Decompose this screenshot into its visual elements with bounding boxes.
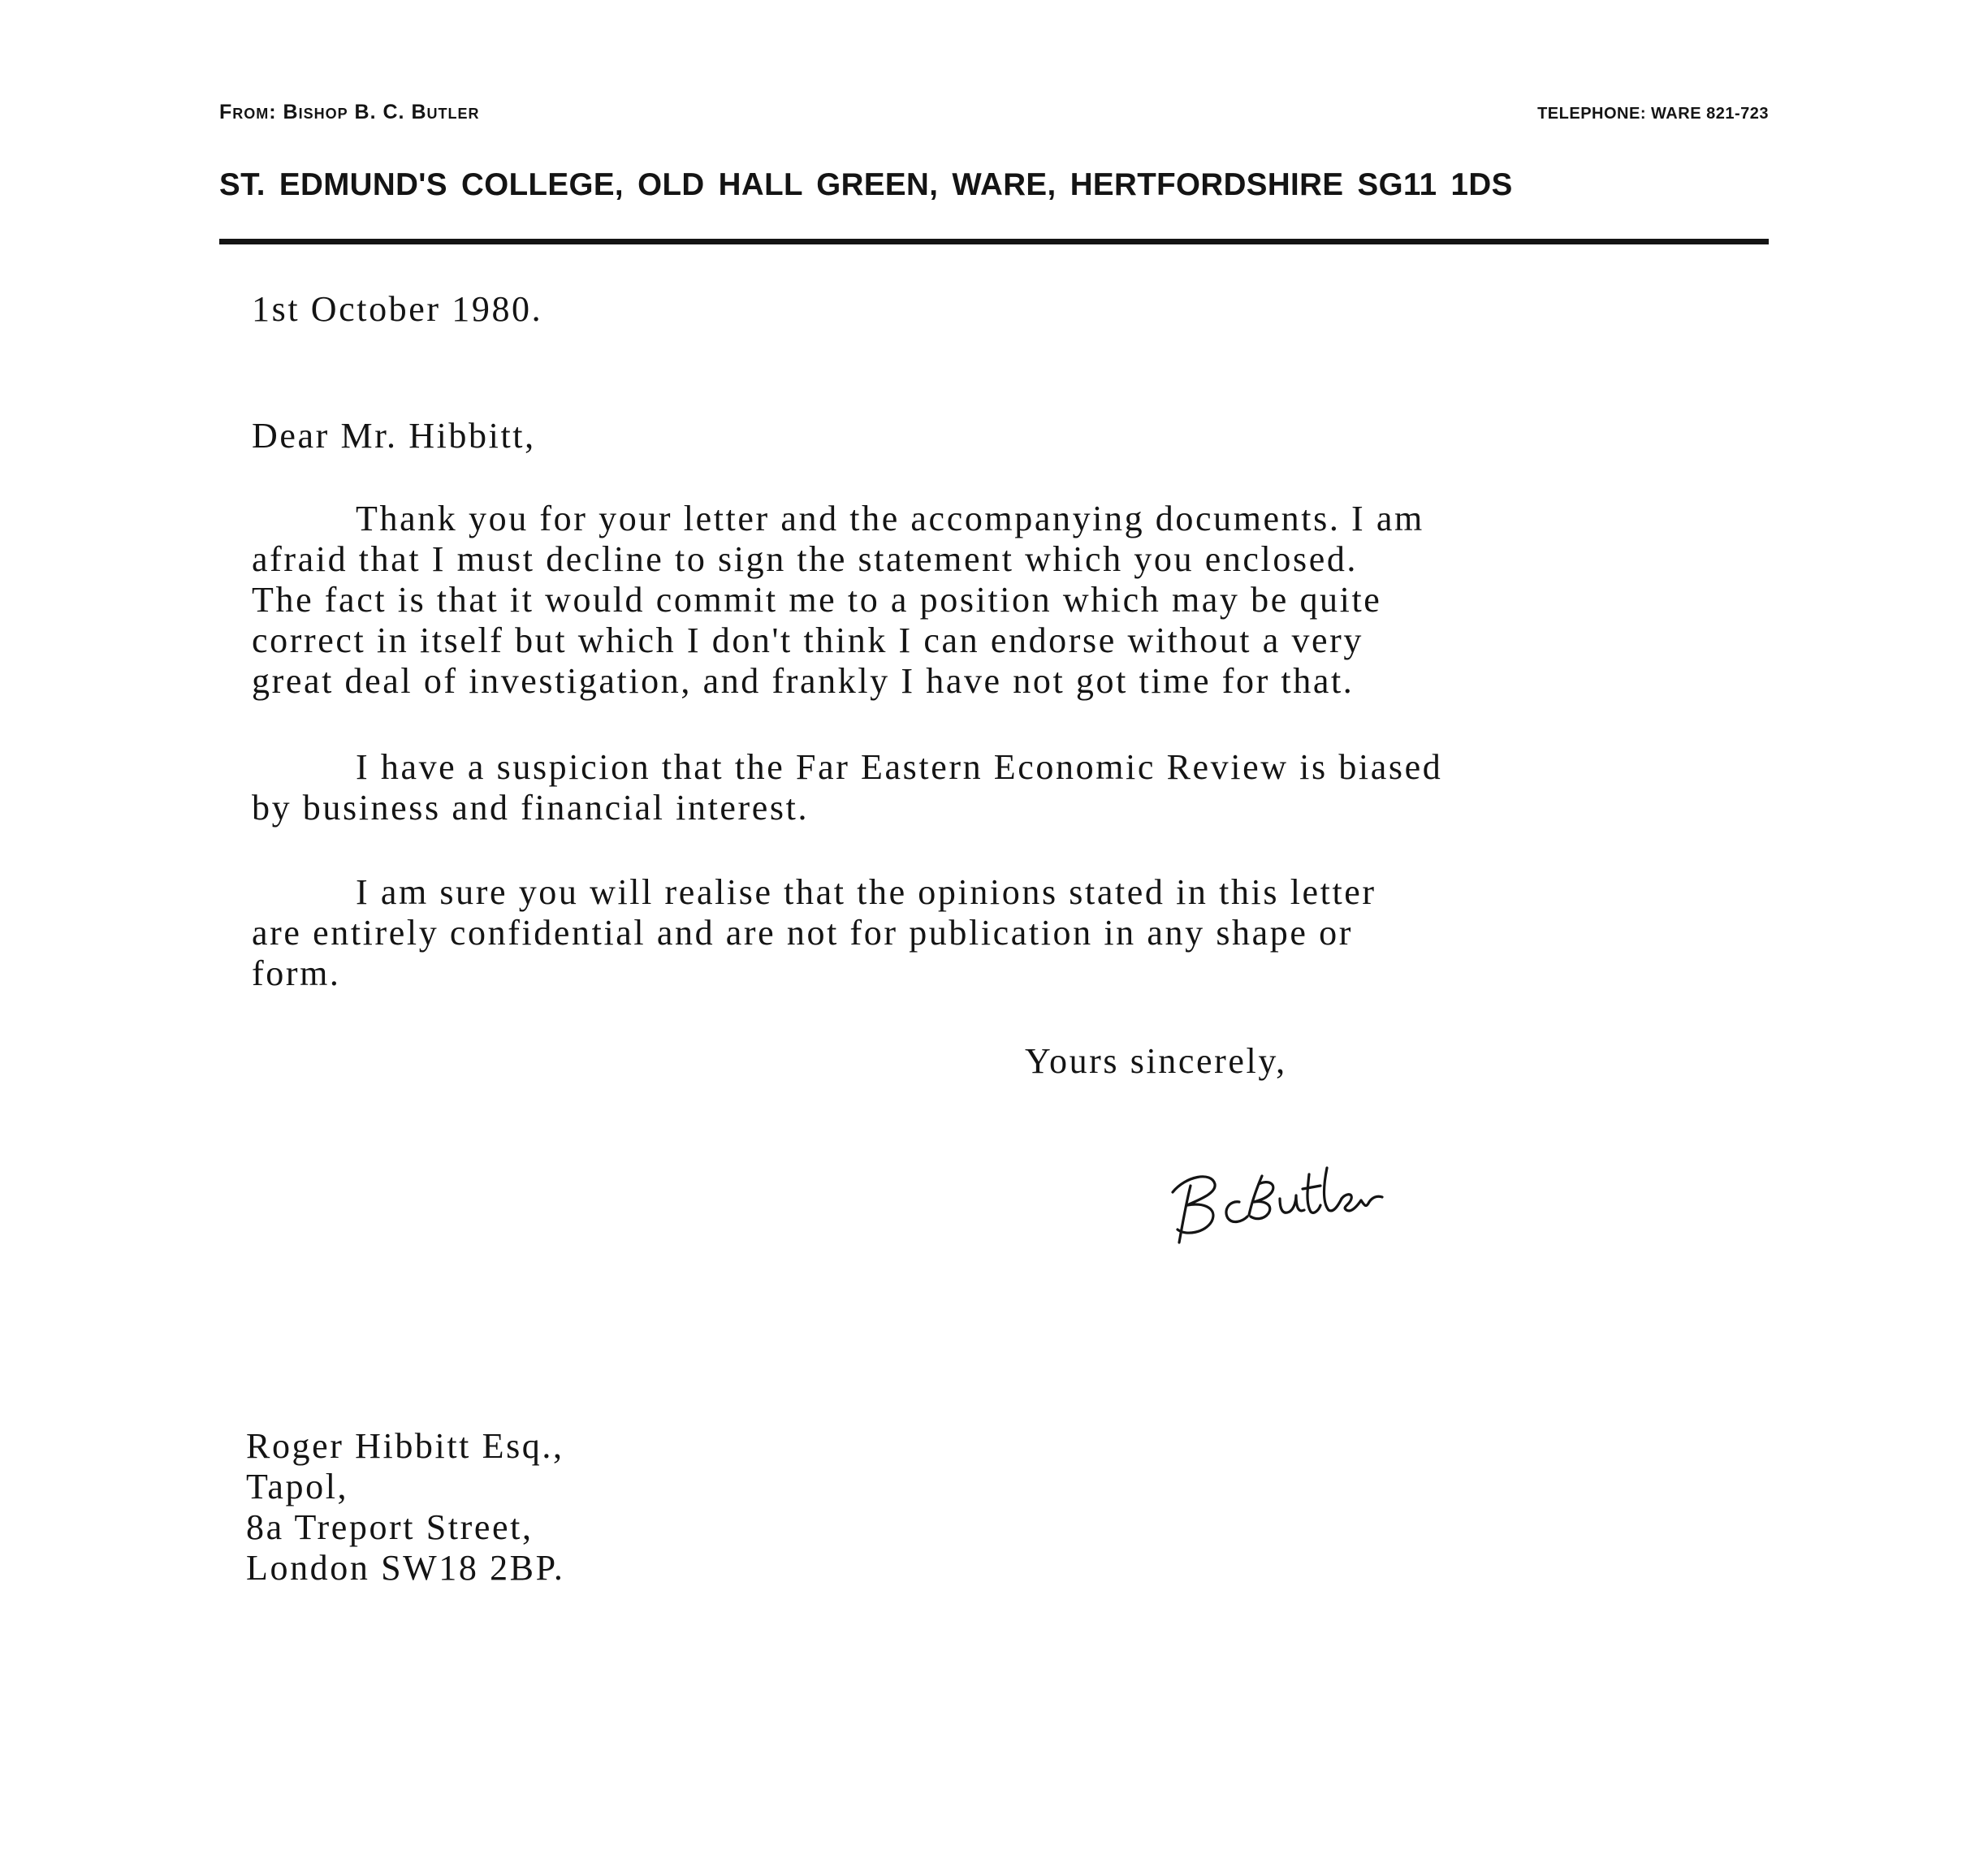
- paragraph-2: [252, 747, 1442, 828]
- paragraph-line: are entirely confidential and are not for publication in any shape or: [252, 913, 1353, 953]
- letterhead-rule: [219, 239, 1769, 244]
- recipient-address-line: London SW18 2BP.: [246, 1548, 565, 1588]
- paragraph-line: afraid that I must decline to sign the statement which you enclosed.: [252, 539, 1359, 579]
- paragraph-line: The fact is that it would commit me to a position which may be quite: [252, 580, 1382, 620]
- letterhead-address: ST. EDMUND'S COLLEGE, OLD HALL GREEN, WARE, HERTFORDSHIRE SG11 1DS: [219, 167, 1513, 202]
- closing: Yours sincerely,: [1025, 1041, 1287, 1081]
- paragraph-line: Thank you for your letter and the accompanying documents. I am: [356, 499, 1424, 538]
- paragraph-line: by business and financial interest.: [252, 788, 810, 828]
- recipient-address-line: 8a Treport Street,: [246, 1507, 534, 1547]
- paragraph-3: [252, 872, 1376, 994]
- recipient-address-line: Roger Hibbitt Esq.,: [246, 1426, 564, 1466]
- letterhead-telephone: TELEPHONE: WARE 821-723: [1537, 105, 1769, 123]
- paragraph-line: form.: [252, 953, 341, 993]
- letter-date: 1st October 1980.: [252, 289, 543, 329]
- paragraph-line: I am sure you will realise that the opinions stated in this letter: [356, 872, 1376, 912]
- paragraph-line: I have a suspicion that the Far Eastern Economic Review is biased: [356, 747, 1443, 787]
- signature-icon: [1161, 1152, 1389, 1249]
- letterhead-from: From: Bishop B. C. Butler: [219, 101, 480, 123]
- paragraph-line: great deal of investigation, and frankly I have not got time for that.: [252, 661, 1355, 701]
- paragraph-line: correct in itself but which I don't think I can endorse without a very: [252, 620, 1364, 660]
- salutation: Dear Mr. Hibbitt,: [252, 416, 536, 456]
- recipient-address: [246, 1426, 564, 1589]
- recipient-address-line: Tapol,: [246, 1467, 349, 1506]
- paragraph-1: [252, 499, 1424, 702]
